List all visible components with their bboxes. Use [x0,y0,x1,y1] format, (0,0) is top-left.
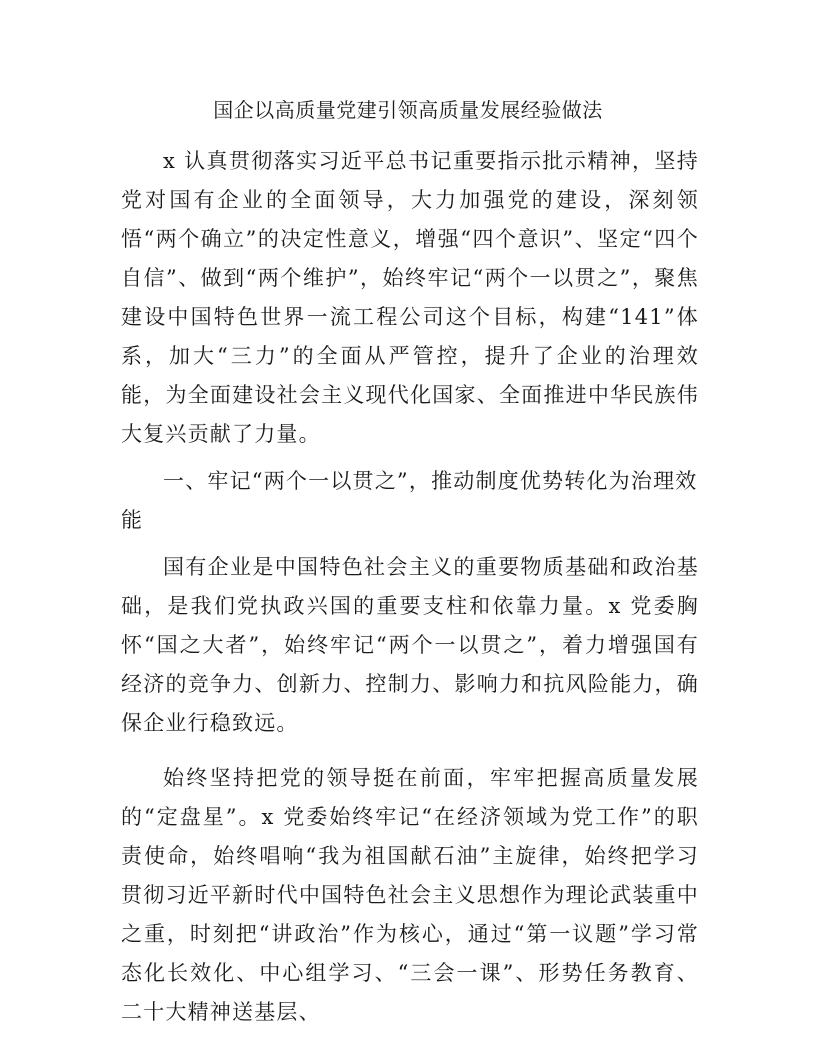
spacer [121,743,699,759]
body-paragraph: 始终坚持把党的领导挺在前面，牢牢把握高质量发展的“定盘星”。x 党委始终牢记“在经济领域为党工作”的职责使命，始终唱响“我为祖国献石油”主旋律，始终把学习贯彻习近平新时代中国特色社会主义思想作为理论武装重中之重，时刻把“讲政治”作为核心，通过“第一议题”学习常态化长效化、中心组学习、“三会一课”、形势任务教育、二十大精神送基层、 [121,766,699,1024]
spacer [121,540,699,548]
document-title: 国企以高质量党建引领高质量发展经验做法 [213,98,603,122]
spacer [121,454,699,462]
intro-paragraph: x 认真贯彻落实习近平总书记重要指示批示精神，坚持党对国有企业的全面领导，大力加强党的建设，深刻领悟“两个确立”的决定性意义，增强“四个意识”、坚定“四个自信”、做到“两个维护”，始终牢记“两个一以贯之”，聚焦建设中国特色世界一流工程公司这个目标，构建“141”体系，加大“三力”的全面从严管控，提升了企业的治理效能，为全面建设社会主义现代化国家、全面推进中华民族伟大复兴贡献了力量。 [121,149,699,446]
body-paragraph: 国有企业是中国特色社会主义的重要物质基础和政治基础，是我们党执政兴国的重要支柱和依靠力量。x 党委胸怀“国之大者”，始终牢记“两个一以贯之”，着力增强国有经济的竞争力、创新力、控制力、影响力和抗风险能力，确保企业行稳致远。 [121,555,699,735]
document-body [121,142,699,1032]
section-heading: 一、牢记“两个一以贯之”，推动制度优势转化为治理效能 [121,469,698,532]
